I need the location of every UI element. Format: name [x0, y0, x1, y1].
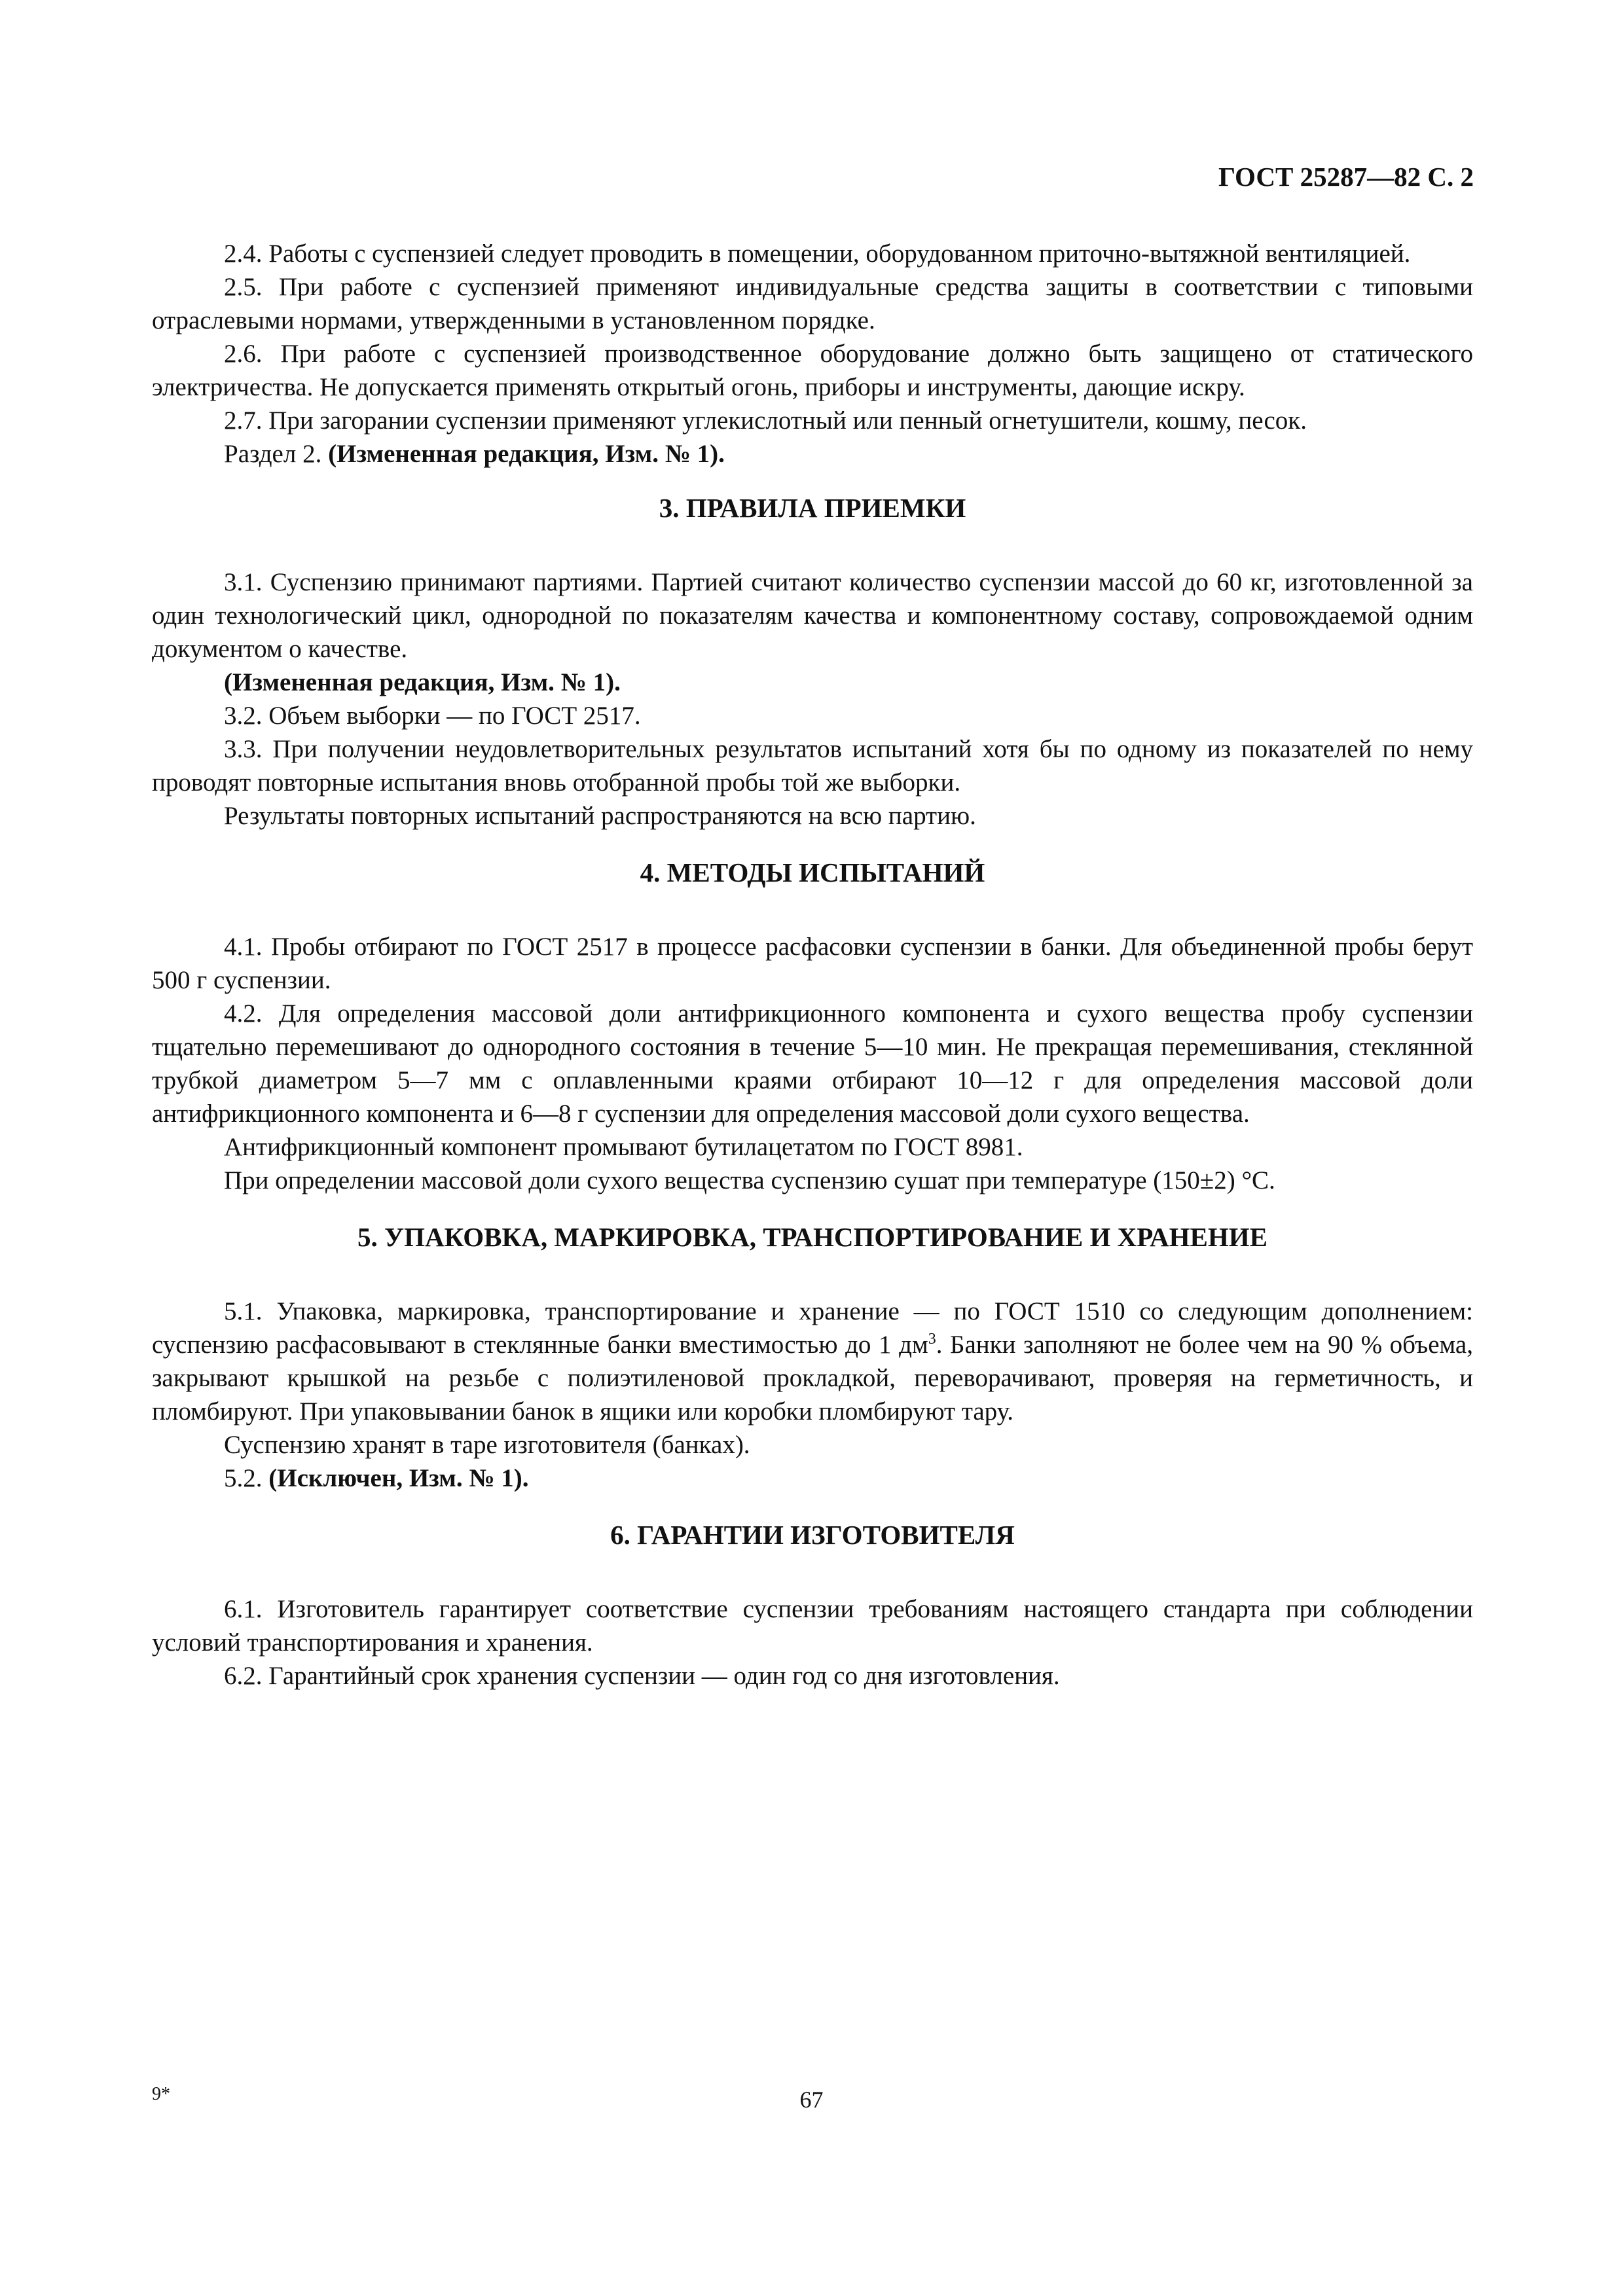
- paragraph-6-2: 6.2. Гарантийный срок хранения суспензии — один год со дня изготовления.: [224, 1662, 1060, 1690]
- paragraph-4-2: 4.2. Для определения массовой доли антифрикционного компонента и сухого вещества пробу суспензии тщательно перемешивают до однородного состояния в течение 5—10 мин. Не прекращая перемешивания, стеклянной трубкой диаметром 5—7 мм с оплавленными краями отбирают 10—12 г для определения массовой доли антифрикционного компонента и 6—8 г суспензии для определения массовой доли сухого вещества.: [152, 999, 1473, 1128]
- cubic-superscript: 3: [928, 1331, 936, 1348]
- paragraph-5-1-part-b: . Банки заполняют не более чем на 90 % объема, закрывают крышкой на резьбе с полиэтиленовой прокладкой, переворачивают, проверяя на герметичность, и пломбируют. При упаковывании банок в ящики или коробки пломбируют тару.: [152, 1331, 1473, 1426]
- paragraph-retest-results: Результаты повторных испытаний распространяются на всю партию.: [224, 802, 976, 830]
- document-header: ГОСТ 25287—82 С. 2: [1218, 162, 1474, 192]
- excluded-label: (Исключен, Изм. № 1).: [268, 1464, 529, 1492]
- paragraph-5-2: [152, 1462, 1473, 1495]
- section-4-title: 4. МЕТОДЫ ИСПЫТАНИЙ: [640, 857, 985, 888]
- paragraph-3-2: 3.2. Объем выборки — по ГОСТ 2517.: [224, 702, 641, 730]
- page-number: 67: [799, 2087, 824, 2113]
- section-3-title: 3. ПРАВИЛА ПРИЕМКИ: [659, 493, 966, 523]
- paragraph-4-1: 4.1. Пробы отбирают по ГОСТ 2517 в процессе расфасовки суспензии в банки. Для объединенной пробы берут 500 г суспензии.: [152, 933, 1473, 994]
- paragraph-storage: Суспензию хранят в таре изготовителя (банках).: [224, 1431, 750, 1459]
- paragraph-6-1: 6.1. Изготовитель гарантирует соответствие суспензии требованиям настоящего стандарта при соблюдении условий транспортирования и хранения.: [152, 1595, 1473, 1657]
- amendment-label: (Измененная редакция, Изм. № 1).: [224, 668, 621, 696]
- note-prefix: Раздел 2.: [224, 440, 329, 468]
- paragraph-2-4: 2.4. Работы с суспензией следует проводить в помещении, оборудованном приточно-вытяжной вентиляцией.: [224, 240, 1411, 268]
- section-3-amendment-note: [152, 666, 1473, 699]
- document-body: [152, 237, 1473, 1693]
- paragraph-antifriction-wash: Антифрикционный компонент промывают бутилацетатом по ГОСТ 8981.: [224, 1133, 1023, 1161]
- section-5-title: 5. УПАКОВКА, МАРКИРОВКА, ТРАНСПОРТИРОВАНИЕ И ХРАНЕНИЕ: [357, 1222, 1268, 1252]
- paragraph-5-1-part-a: 5.1. Упаковка, маркировка, транспортирование и хранение — по ГОСТ 1510 со следующим дополнением: суспензию расфасовывают в стеклянные банки вместимостью до 1 дм: [152, 1297, 1473, 1359]
- paragraph-2-6: 2.6. При работе с суспензией производственное оборудование должно быть защищено от статического электричества. Не допускается применять открытый огонь, приборы и инструменты, дающие искру.: [152, 340, 1473, 401]
- paragraph-2-7: 2.7. При загорании суспензии применяют углекислотный или пенный огнетушители, кошму, песок.: [224, 406, 1307, 435]
- paragraph-5-1: [152, 1295, 1473, 1428]
- paragraph-5-2-number: 5.2.: [224, 1464, 269, 1492]
- paragraph-2-5: 2.5. При работе с суспензией применяют индивидуальные средства защиты в соответствии с типовыми отраслевыми нормами, утвержденными в установленном порядке.: [152, 273, 1473, 334]
- amendment-label: (Измененная редакция, Изм. № 1).: [328, 440, 725, 468]
- section-2-amendment-note: [152, 437, 1473, 471]
- section-6-title: 6. ГАРАНТИИ ИЗГОТОВИТЕЛЯ: [610, 1520, 1015, 1550]
- paragraph-dry-matter: При определении массовой доли сухого вещества суспензию сушат при температуре (150±2) °С.: [224, 1166, 1275, 1194]
- paragraph-3-3: 3.3. При получении неудовлетворительных результатов испытаний хотя бы по одному из показателей по нему проводят повторные испытания вновь отобранной пробы той же выборки.: [152, 735, 1473, 797]
- signature-mark: 9*: [152, 2084, 170, 2104]
- paragraph-3-1: 3.1. Суспензию принимают партиями. Партией считают количество суспензии массой до 60 кг, изготовленной за один технологический цикл, однородной по показателям качества и компонентному составу, сопровождаемой одним документом о качестве.: [152, 568, 1473, 663]
